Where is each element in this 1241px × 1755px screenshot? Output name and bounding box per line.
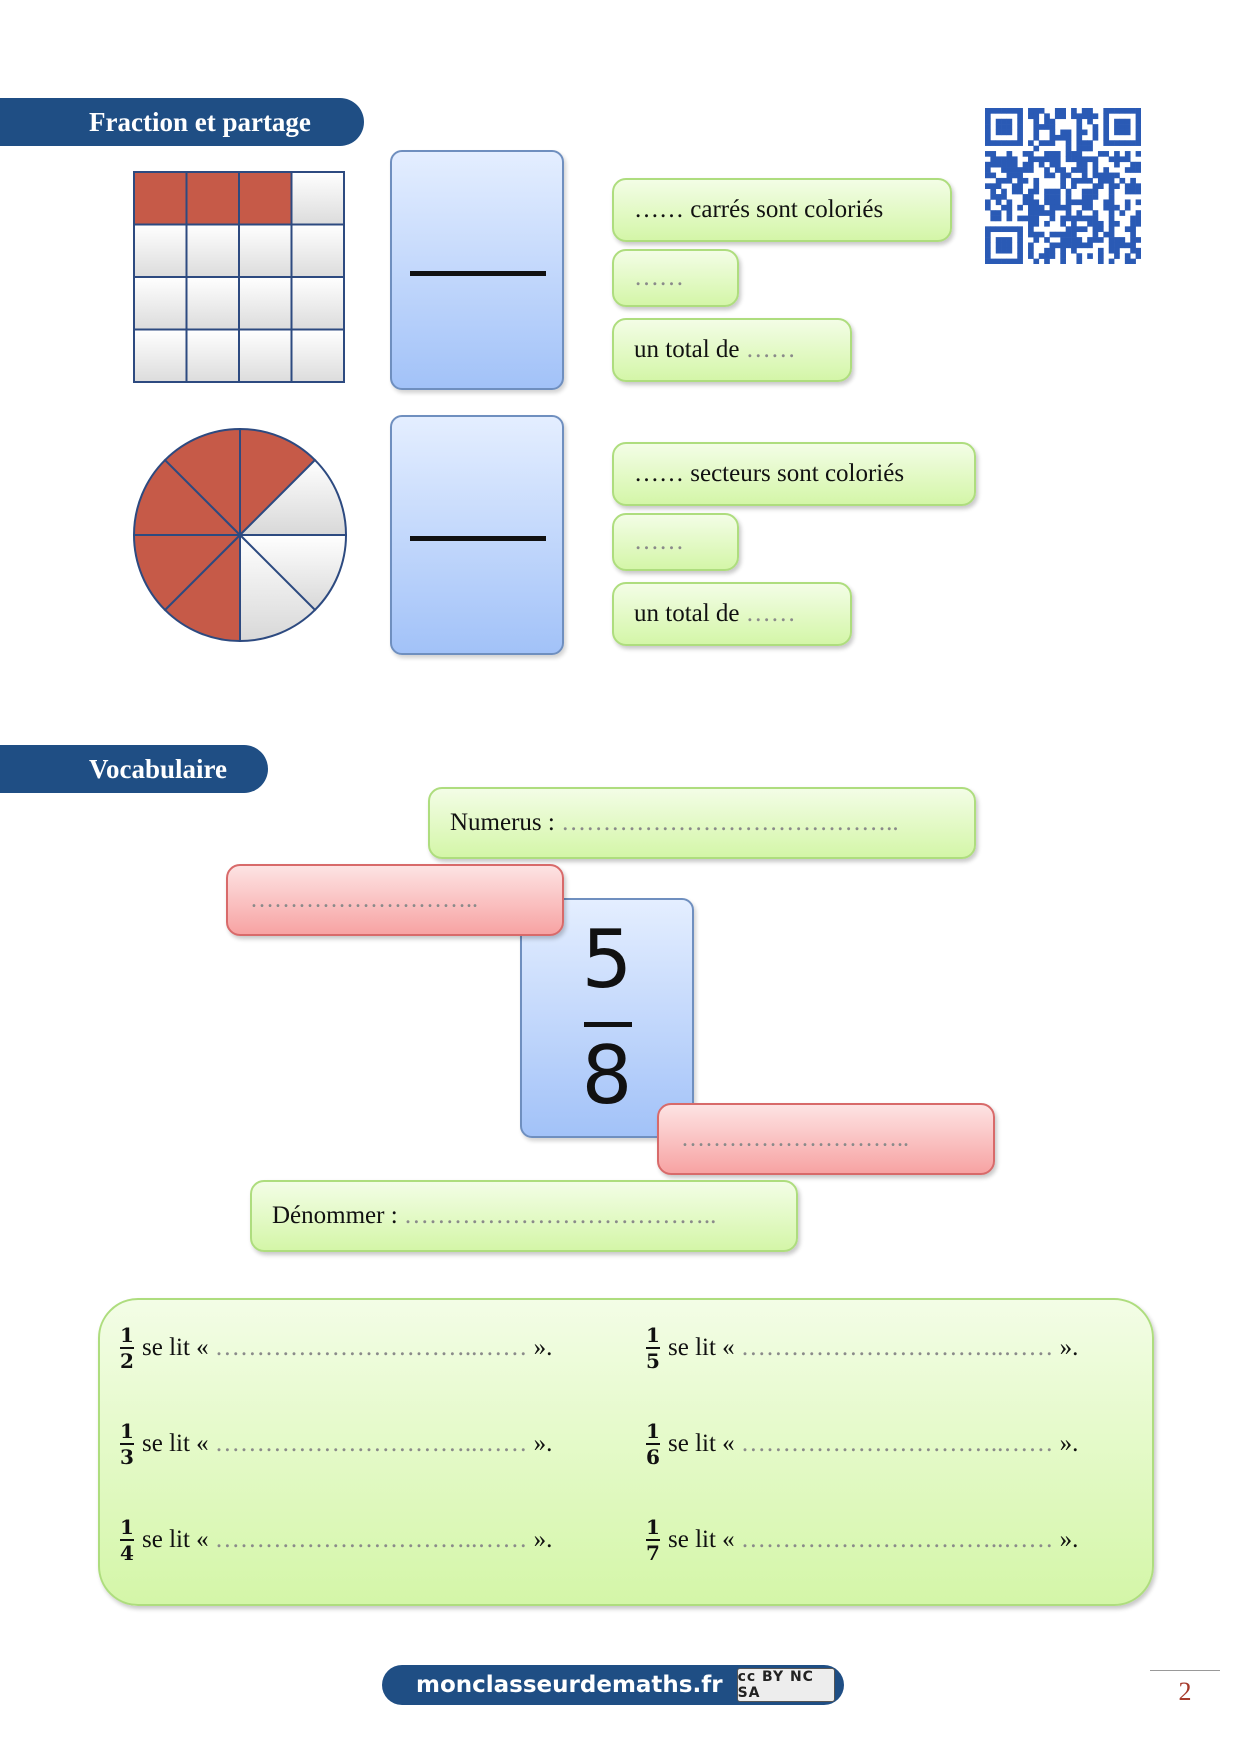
numerator-term-dots: ………………………..	[250, 886, 478, 913]
grid-cell	[187, 225, 240, 278]
grid-cell	[134, 225, 187, 278]
reading-end: ».	[533, 1430, 553, 1457]
numerus-dots: …………………………………..	[561, 809, 899, 836]
grid-cell	[239, 277, 292, 330]
grid-cell	[292, 277, 345, 330]
creative-commons-icon: cc BY NC SA	[737, 1668, 835, 1702]
section-banner-fraction	[0, 98, 364, 146]
reading-dots: …………………………..……	[740, 1334, 1054, 1361]
fraction-card-circle[interactable]	[390, 415, 564, 655]
reading-text: se lit «	[668, 1430, 735, 1457]
grid-cell	[134, 277, 187, 330]
circle-total-label: un total de	[634, 600, 740, 627]
qr-code-icon	[985, 108, 1141, 264]
grid-cell-colored	[239, 172, 292, 225]
unit-fraction: $\frac{1}{3}$	[120, 1419, 134, 1469]
denommer-box[interactable]	[250, 1180, 798, 1252]
reading-end: ».	[533, 1526, 553, 1553]
colored-squares-text: …… carrés sont coloriés	[634, 196, 884, 223]
reading-text: se lit «	[142, 1430, 209, 1457]
square-blank-dots: ……	[634, 264, 684, 291]
circle-blank-box[interactable]	[612, 513, 739, 571]
reading-end: ».	[1059, 1334, 1079, 1361]
fraction-bar	[410, 536, 546, 541]
reading-end: ».	[1059, 1430, 1079, 1457]
numerator-term-box[interactable]	[226, 864, 564, 936]
denominator-term-dots: ………………………..	[681, 1125, 909, 1152]
circle-blank-dots: ……	[634, 528, 684, 555]
numerus-box[interactable]	[428, 787, 976, 859]
grid-cell	[134, 330, 187, 383]
numerus-label: Numerus :	[450, 809, 555, 836]
fraction-bar	[410, 271, 546, 276]
reading-panel	[98, 1298, 1154, 1606]
denommer-label: Dénommer :	[272, 1202, 398, 1229]
reading-text: se lit «	[142, 1334, 209, 1361]
reading-item[interactable]	[120, 1516, 552, 1564]
grid-cell	[187, 330, 240, 383]
reading-text: se lit «	[668, 1334, 735, 1361]
reading-text: se lit «	[668, 1526, 735, 1553]
square-total-dots: ……	[745, 336, 796, 363]
footer-site-banner[interactable]	[382, 1665, 844, 1705]
reading-text: se lit «	[142, 1526, 209, 1553]
square-total-box[interactable]	[612, 318, 852, 382]
colored-sectors-text: …… secteurs sont coloriés	[634, 460, 905, 487]
denominator: 8	[581, 1029, 633, 1122]
section-banner-vocabulaire	[0, 745, 268, 793]
reading-dots: …………………………..……	[214, 1430, 528, 1457]
unit-fraction: $\frac{1}{2}$	[120, 1323, 134, 1373]
circle-total-dots: ……	[745, 600, 796, 627]
reading-dots: …………………………..……	[740, 1526, 1054, 1553]
grid-cell	[187, 277, 240, 330]
reading-item[interactable]	[120, 1324, 552, 1372]
fraction-card-square[interactable]	[390, 150, 564, 390]
grid-cell-colored	[134, 172, 187, 225]
reading-dots: …………………………..……	[740, 1430, 1054, 1457]
grid-cell	[239, 330, 292, 383]
colored-squares-box[interactable]	[612, 178, 952, 242]
section-title: Vocabulaire	[89, 753, 228, 784]
square-grid	[133, 171, 345, 383]
page-number: 2	[1150, 1670, 1220, 1707]
circle-total-box[interactable]	[612, 582, 852, 646]
grid-cell	[292, 225, 345, 278]
grid-cell	[239, 225, 292, 278]
square-total-label: un total de	[634, 336, 740, 363]
unit-fraction: $\frac{1}{5}$	[646, 1323, 660, 1373]
site-name: monclasseurdemaths.fr	[416, 1672, 723, 1698]
reading-item[interactable]	[646, 1324, 1078, 1372]
reading-dots: …………………………..……	[214, 1526, 528, 1553]
reading-item[interactable]	[120, 1420, 552, 1468]
section-title: Fraction et partage	[89, 106, 311, 137]
reading-end: ».	[1059, 1526, 1079, 1553]
reading-dots: …………………………..……	[214, 1334, 528, 1361]
unit-fraction: $\frac{1}{7}$	[646, 1515, 660, 1565]
colored-sectors-box[interactable]	[612, 442, 976, 506]
grid-cell	[292, 330, 345, 383]
square-blank-box[interactable]	[612, 249, 739, 307]
reading-item[interactable]	[646, 1516, 1078, 1564]
reading-end: ».	[533, 1334, 553, 1361]
circle-sectors	[130, 425, 350, 645]
denommer-dots: ………………………………..	[403, 1202, 717, 1229]
unit-fraction: $\frac{1}{6}$	[646, 1419, 660, 1469]
unit-fraction: $\frac{1}{4}$	[120, 1515, 134, 1565]
reading-item[interactable]	[646, 1420, 1078, 1468]
grid-cell	[292, 172, 345, 225]
fraction-bar	[584, 1022, 632, 1027]
denominator-term-box[interactable]	[657, 1103, 995, 1175]
grid-cell-colored	[187, 172, 240, 225]
numerator: 5	[581, 913, 633, 1006]
